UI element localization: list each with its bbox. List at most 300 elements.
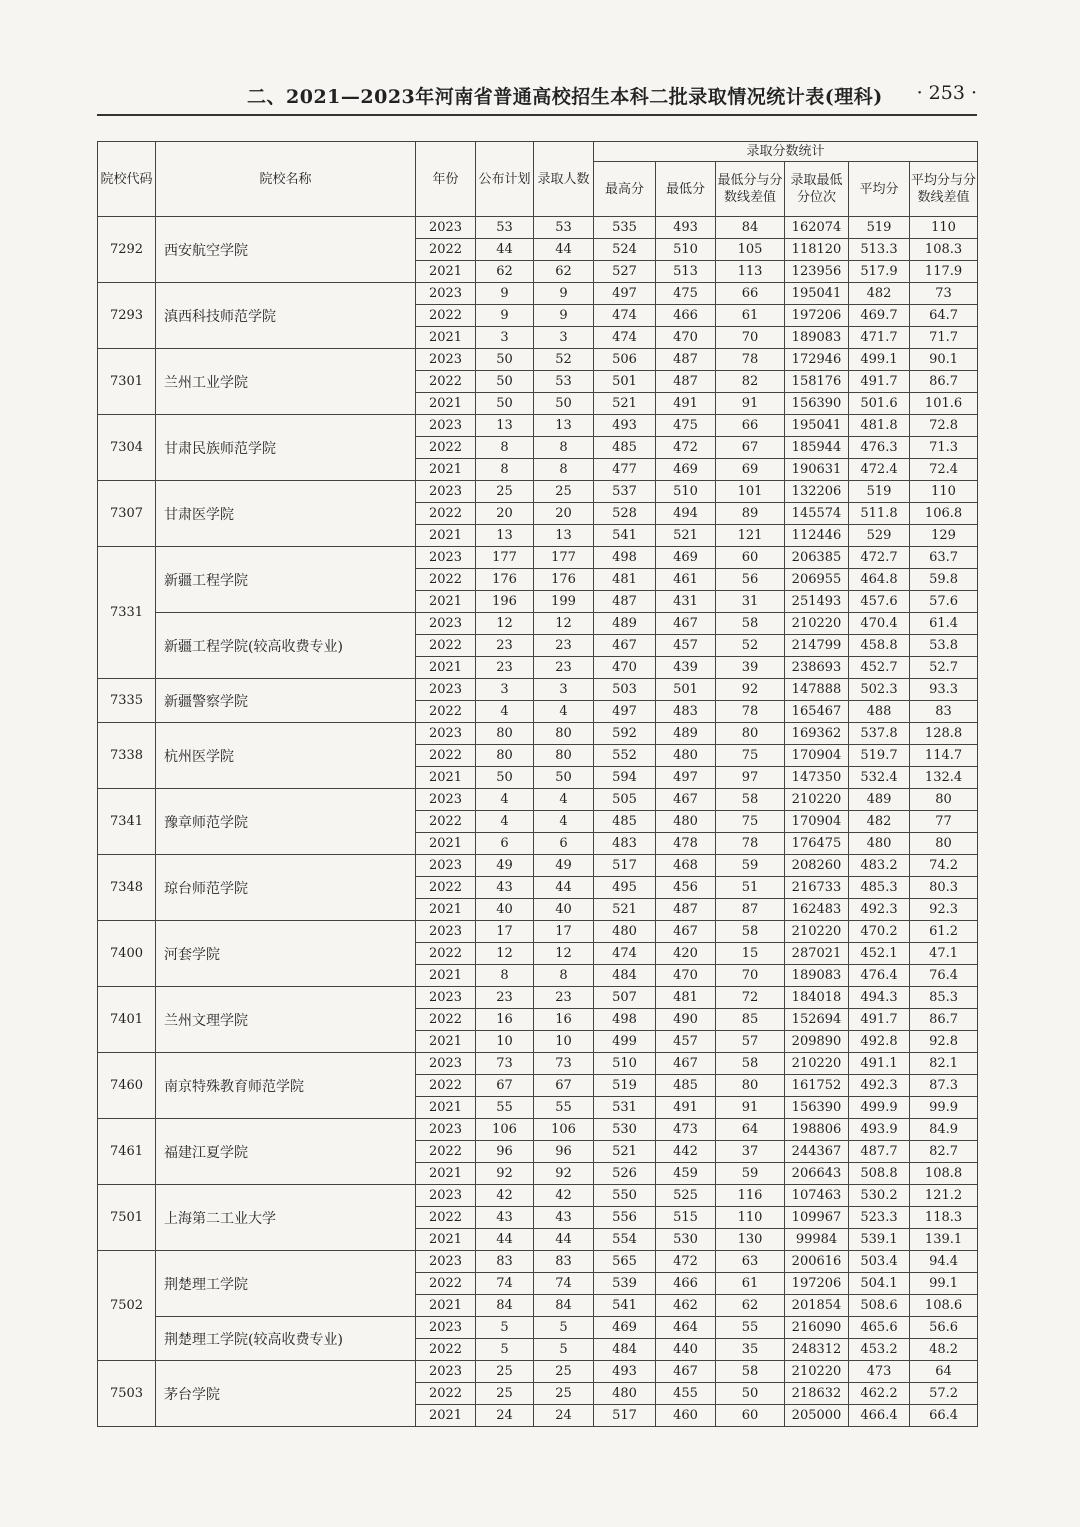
cell-admitted: 42 [534,1185,594,1207]
cell-admitted: 23 [534,987,594,1009]
cell-min-diff: 69 [716,459,785,481]
cell-avg: 530.2 [849,1185,910,1207]
cell-avg-diff: 129 [910,525,978,547]
cell-min: 470 [656,965,716,987]
cell-avg: 501.6 [849,393,910,415]
cell-min: 475 [656,415,716,437]
cell-avg-diff: 90.1 [910,349,978,371]
school-code: 7461 [98,1119,156,1185]
cell-plan: 3 [476,327,534,349]
school-code: 7503 [98,1361,156,1427]
cell-min: 490 [656,1009,716,1031]
cell-min: 467 [656,1053,716,1075]
table-row [98,349,978,371]
cell-min-diff: 62 [716,1295,785,1317]
cell-plan: 43 [476,1207,534,1229]
cell-min-rank: 206643 [785,1163,849,1185]
school-name: 南京特殊教育师范学院 [156,1053,416,1119]
cell-min-diff: 56 [716,569,785,591]
cell-avg: 472.4 [849,459,910,481]
cell-admitted: 23 [534,635,594,657]
cell-min-rank: 205000 [785,1405,849,1427]
cell-max: 484 [594,1339,656,1361]
cell-min-rank: 210220 [785,1361,849,1383]
cell-admitted: 50 [534,393,594,415]
cell-year: 2022 [416,1009,476,1031]
cell-admitted: 80 [534,745,594,767]
school-code: 7348 [98,855,156,921]
cell-max: 594 [594,767,656,789]
cell-avg: 532.4 [849,767,910,789]
cell-max: 521 [594,1141,656,1163]
cell-plan: 43 [476,877,534,899]
cell-min-rank: 165467 [785,701,849,723]
cell-min-diff: 50 [716,1383,785,1405]
cell-max: 517 [594,855,656,877]
cell-year: 2022 [416,371,476,393]
cell-min: 466 [656,305,716,327]
cell-admitted: 62 [534,261,594,283]
cell-min: 440 [656,1339,716,1361]
school-name: 甘肃民族师范学院 [156,415,416,481]
cell-min-diff: 78 [716,701,785,723]
cell-min-rank: 206955 [785,569,849,591]
cell-max: 477 [594,459,656,481]
school-name: 甘肃医学院 [156,481,416,547]
cell-max: 550 [594,1185,656,1207]
cell-min: 457 [656,1031,716,1053]
cell-plan: 177 [476,547,534,569]
cell-max: 485 [594,811,656,833]
cell-min-rank: 169362 [785,723,849,745]
cell-year: 2021 [416,525,476,547]
cell-year: 2023 [416,987,476,1009]
cell-avg: 457.6 [849,591,910,613]
cell-plan: 50 [476,767,534,789]
cell-admitted: 8 [534,965,594,987]
cell-avg: 481.8 [849,415,910,437]
cell-admitted: 13 [534,415,594,437]
cell-avg-diff: 74.2 [910,855,978,877]
cell-min: 460 [656,1405,716,1427]
cell-min-rank: 195041 [785,283,849,305]
cell-min: 510 [656,481,716,503]
cell-plan: 74 [476,1273,534,1295]
cell-plan: 106 [476,1119,534,1141]
school-code: 7292 [98,217,156,283]
cell-avg: 464.8 [849,569,910,591]
cell-avg: 508.6 [849,1295,910,1317]
cell-admitted: 44 [534,1229,594,1251]
cell-avg-diff: 93.3 [910,679,978,701]
cell-avg: 476.3 [849,437,910,459]
cell-max: 535 [594,217,656,239]
cell-avg: 504.1 [849,1273,910,1295]
cell-plan: 25 [476,1361,534,1383]
cell-avg-diff: 59.8 [910,569,978,591]
cell-avg: 491.7 [849,371,910,393]
cell-avg-diff: 106.8 [910,503,978,525]
cell-avg-diff: 87.3 [910,1075,978,1097]
cell-avg-diff: 118.3 [910,1207,978,1229]
cell-max: 474 [594,327,656,349]
cell-avg-diff: 114.7 [910,745,978,767]
cell-max: 510 [594,1053,656,1075]
cell-avg-diff: 108.8 [910,1163,978,1185]
cell-min: 442 [656,1141,716,1163]
cell-plan: 25 [476,1383,534,1405]
cell-avg-diff: 52.7 [910,657,978,679]
cell-min-diff: 64 [716,1119,785,1141]
cell-avg-diff: 63.7 [910,547,978,569]
cell-avg: 470.2 [849,921,910,943]
cell-min-rank: 198806 [785,1119,849,1141]
cell-max: 497 [594,701,656,723]
cell-admitted: 9 [534,305,594,327]
table-row [98,217,978,239]
cell-plan: 96 [476,1141,534,1163]
cell-plan: 42 [476,1185,534,1207]
cell-avg: 529 [849,525,910,547]
cell-min-rank: 210220 [785,789,849,811]
school-code: 7400 [98,921,156,987]
cell-min-diff: 66 [716,415,785,437]
cell-min: 431 [656,591,716,613]
cell-avg: 483.2 [849,855,910,877]
cell-max: 528 [594,503,656,525]
cell-min: 510 [656,239,716,261]
cell-admitted: 8 [534,437,594,459]
cell-year: 2023 [416,283,476,305]
cell-max: 507 [594,987,656,1009]
cell-year: 2021 [416,459,476,481]
cell-plan: 196 [476,591,534,613]
cell-min-diff: 31 [716,591,785,613]
table-row [98,613,978,635]
cell-plan: 80 [476,745,534,767]
cell-admitted: 25 [534,481,594,503]
header-rule [97,114,977,116]
school-name: 兰州文理学院 [156,987,416,1053]
cell-min-diff: 130 [716,1229,785,1251]
cell-year: 2023 [416,723,476,745]
cell-year: 2023 [416,789,476,811]
cell-admitted: 49 [534,855,594,877]
cell-year: 2022 [416,877,476,899]
cell-max: 481 [594,569,656,591]
cell-year: 2022 [416,305,476,327]
cell-plan: 84 [476,1295,534,1317]
cell-avg: 519.7 [849,745,910,767]
cell-avg-diff: 47.1 [910,943,978,965]
cell-plan: 55 [476,1097,534,1119]
cell-min: 487 [656,899,716,921]
cell-min: 456 [656,877,716,899]
cell-avg: 508.8 [849,1163,910,1185]
cell-min: 461 [656,569,716,591]
cell-min-rank: 190631 [785,459,849,481]
cell-year: 2022 [416,1207,476,1229]
cell-min-rank: 112446 [785,525,849,547]
cell-avg-diff: 80 [910,833,978,855]
cell-avg-diff: 64.7 [910,305,978,327]
cell-min-rank: 170904 [785,745,849,767]
cell-max: 527 [594,261,656,283]
cell-min-rank: 287021 [785,943,849,965]
cell-min-rank: 156390 [785,1097,849,1119]
cell-year: 2021 [416,1405,476,1427]
cell-avg-diff: 99.1 [910,1273,978,1295]
cell-avg-diff: 128.8 [910,723,978,745]
cell-avg: 499.1 [849,349,910,371]
cell-year: 2023 [416,481,476,503]
cell-avg: 519 [849,217,910,239]
school-code: 7341 [98,789,156,855]
cell-avg: 488 [849,701,910,723]
cell-min: 472 [656,1251,716,1273]
cell-plan: 10 [476,1031,534,1053]
header-min-diff: 最低分与分数线差值 [716,162,785,217]
school-name: 新疆工程学院 [156,547,416,613]
cell-min-diff: 59 [716,855,785,877]
cell-max: 521 [594,393,656,415]
cell-min-diff: 121 [716,525,785,547]
cell-avg-diff: 99.9 [910,1097,978,1119]
cell-year: 2023 [416,217,476,239]
cell-plan: 50 [476,349,534,371]
table-row [98,723,978,745]
cell-year: 2021 [416,1229,476,1251]
cell-min-rank: 162074 [785,217,849,239]
school-name: 上海第二工业大学 [156,1185,416,1251]
cell-min-diff: 87 [716,899,785,921]
cell-min-diff: 66 [716,283,785,305]
cell-year: 2022 [416,811,476,833]
cell-avg: 537.8 [849,723,910,745]
cell-max: 556 [594,1207,656,1229]
cell-max: 505 [594,789,656,811]
cell-admitted: 3 [534,327,594,349]
cell-min: 483 [656,701,716,723]
cell-plan: 67 [476,1075,534,1097]
cell-min: 420 [656,943,716,965]
header-avg: 平均分 [849,162,910,217]
cell-max: 480 [594,921,656,943]
cell-avg: 469.7 [849,305,910,327]
cell-min-rank: 99984 [785,1229,849,1251]
cell-min-rank: 238693 [785,657,849,679]
school-name: 新疆警察学院 [156,679,416,723]
header-year: 年份 [416,142,476,217]
cell-year: 2023 [416,1053,476,1075]
cell-avg-diff: 82.1 [910,1053,978,1075]
cell-min-diff: 85 [716,1009,785,1031]
cell-min: 493 [656,217,716,239]
cell-admitted: 4 [534,811,594,833]
cell-min-diff: 60 [716,1405,785,1427]
cell-avg: 470.4 [849,613,910,635]
header-name: 院校名称 [156,142,416,217]
cell-avg-diff: 73 [910,283,978,305]
cell-year: 2021 [416,965,476,987]
cell-avg: 492.8 [849,1031,910,1053]
school-code: 7460 [98,1053,156,1119]
cell-avg: 519 [849,481,910,503]
cell-avg: 502.3 [849,679,910,701]
cell-plan: 8 [476,437,534,459]
cell-year: 2023 [416,855,476,877]
cell-plan: 23 [476,657,534,679]
cell-year: 2023 [416,1119,476,1141]
cell-max: 484 [594,965,656,987]
cell-min: 481 [656,987,716,1009]
cell-avg: 523.3 [849,1207,910,1229]
cell-min-rank: 209890 [785,1031,849,1053]
cell-min: 491 [656,393,716,415]
cell-max: 541 [594,1295,656,1317]
cell-admitted: 9 [534,283,594,305]
cell-min: 464 [656,1317,716,1339]
cell-plan: 23 [476,987,534,1009]
cell-min-rank: 189083 [785,327,849,349]
cell-min-diff: 63 [716,1251,785,1273]
cell-plan: 23 [476,635,534,657]
cell-admitted: 176 [534,569,594,591]
table-row [98,855,978,877]
cell-max: 592 [594,723,656,745]
cell-plan: 5 [476,1317,534,1339]
cell-plan: 40 [476,899,534,921]
cell-plan: 176 [476,569,534,591]
cell-plan: 3 [476,679,534,701]
cell-plan: 83 [476,1251,534,1273]
cell-admitted: 10 [534,1031,594,1053]
school-code: 7502 [98,1251,156,1361]
cell-year: 2022 [416,701,476,723]
cell-min-rank: 216733 [785,877,849,899]
cell-avg: 473 [849,1361,910,1383]
cell-min: 480 [656,811,716,833]
cell-avg-diff: 117.9 [910,261,978,283]
cell-avg-diff: 72.8 [910,415,978,437]
cell-min: 459 [656,1163,716,1185]
cell-min-rank: 244367 [785,1141,849,1163]
cell-min: 475 [656,283,716,305]
cell-min-rank: 248312 [785,1339,849,1361]
cell-admitted: 12 [534,613,594,635]
page-number: · 253 · [916,82,977,104]
cell-plan: 80 [476,723,534,745]
cell-admitted: 44 [534,239,594,261]
cell-max: 480 [594,1383,656,1405]
cell-plan: 8 [476,965,534,987]
school-code: 7331 [98,547,156,679]
cell-min: 472 [656,437,716,459]
cell-plan: 50 [476,393,534,415]
cell-avg-diff: 61.2 [910,921,978,943]
cell-min-diff: 51 [716,877,785,899]
table-row [98,987,978,1009]
table-row [98,1053,978,1075]
cell-min: 491 [656,1097,716,1119]
cell-max: 541 [594,525,656,547]
cell-avg: 494.3 [849,987,910,1009]
cell-avg-diff: 71.3 [910,437,978,459]
cell-min: 497 [656,767,716,789]
cell-min-rank: 158176 [785,371,849,393]
cell-min-diff: 60 [716,547,785,569]
cell-plan: 17 [476,921,534,943]
cell-avg-diff: 86.7 [910,371,978,393]
cell-min-rank: 214799 [785,635,849,657]
school-name: 福建江夏学院 [156,1119,416,1185]
cell-min-rank: 200616 [785,1251,849,1273]
cell-admitted: 80 [534,723,594,745]
school-code: 7401 [98,987,156,1053]
table-row [98,1251,978,1273]
cell-year: 2022 [416,745,476,767]
cell-min: 467 [656,1361,716,1383]
cell-year: 2023 [416,613,476,635]
cell-min-diff: 57 [716,1031,785,1053]
cell-year: 2023 [416,1185,476,1207]
cell-min-diff: 84 [716,217,785,239]
cell-avg: 487.7 [849,1141,910,1163]
cell-min-diff: 89 [716,503,785,525]
cell-admitted: 8 [534,459,594,481]
school-name: 豫章师范学院 [156,789,416,855]
cell-avg-diff: 80.3 [910,877,978,899]
header-plan: 公布计划 [476,142,534,217]
cell-admitted: 74 [534,1273,594,1295]
school-code: 7307 [98,481,156,547]
cell-avg-diff: 86.7 [910,1009,978,1031]
cell-min-rank: 251493 [785,591,849,613]
cell-plan: 20 [476,503,534,525]
header-max: 最高分 [594,162,656,217]
table-row [98,789,978,811]
cell-max: 501 [594,371,656,393]
cell-plan: 49 [476,855,534,877]
header-min: 最低分 [656,162,716,217]
cell-max: 519 [594,1075,656,1097]
cell-min: 470 [656,327,716,349]
cell-avg-diff: 66.4 [910,1405,978,1427]
cell-min-diff: 72 [716,987,785,1009]
cell-min: 530 [656,1229,716,1251]
cell-plan: 44 [476,239,534,261]
cell-year: 2022 [416,1141,476,1163]
cell-admitted: 16 [534,1009,594,1031]
cell-min: 468 [656,855,716,877]
cell-avg: 466.4 [849,1405,910,1427]
cell-min: 501 [656,679,716,701]
cell-min-rank: 210220 [785,1053,849,1075]
cell-max: 483 [594,833,656,855]
cell-max: 565 [594,1251,656,1273]
cell-min: 521 [656,525,716,547]
school-code: 7301 [98,349,156,415]
cell-year: 2021 [416,261,476,283]
cell-min-rank: 107463 [785,1185,849,1207]
cell-min-rank: 147350 [785,767,849,789]
cell-max: 506 [594,349,656,371]
cell-plan: 44 [476,1229,534,1251]
cell-min-diff: 70 [716,965,785,987]
cell-admitted: 13 [534,525,594,547]
cell-year: 2023 [416,1317,476,1339]
cell-avg: 539.1 [849,1229,910,1251]
